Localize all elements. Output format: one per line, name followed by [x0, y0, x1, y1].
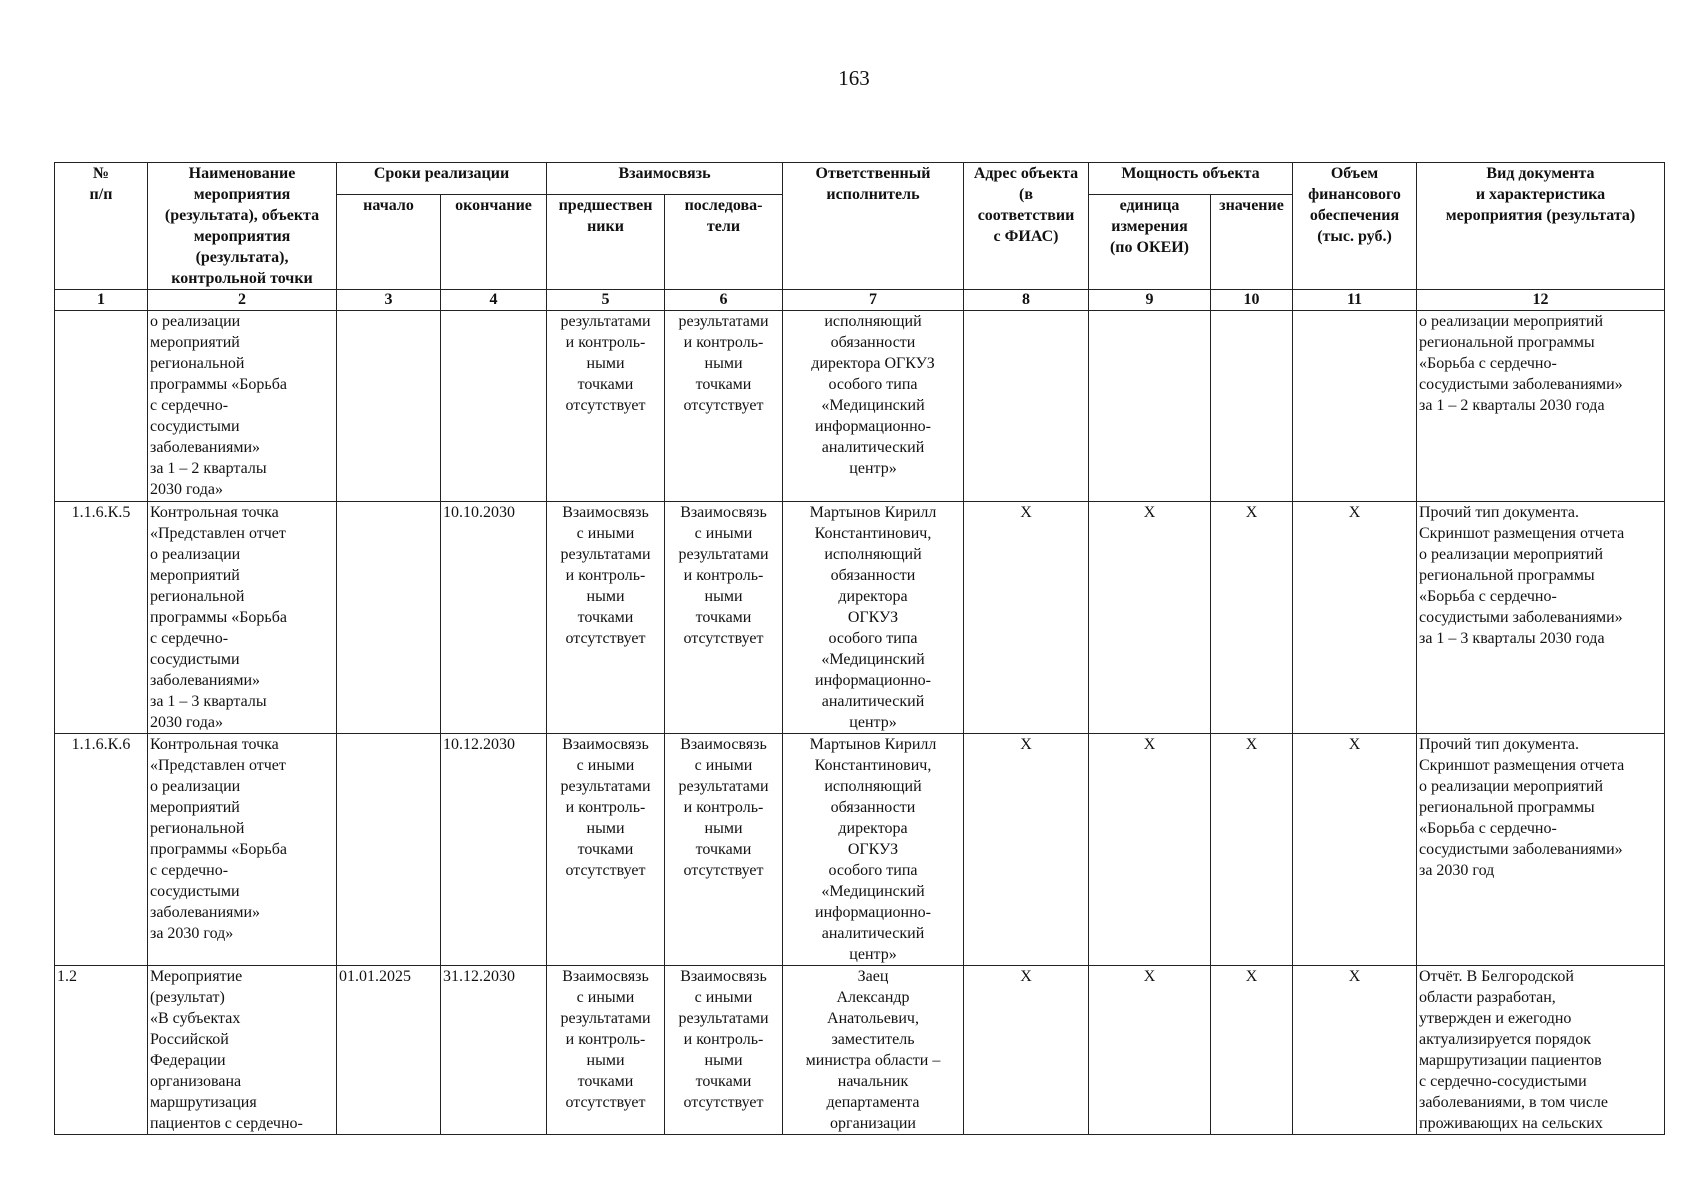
- column-number: 6: [665, 290, 783, 311]
- row-responsible: Мартынов Кирилл Константинович, исполняющий обязанности директора ОГКУЗ особого типа «Медицинский информационно- аналитический центр»: [783, 734, 964, 966]
- column-number: 10: [1211, 290, 1293, 311]
- row-value: X: [1211, 966, 1293, 1135]
- row-unit: [1089, 311, 1211, 502]
- row-start: [337, 311, 441, 502]
- column-number: 5: [547, 290, 665, 311]
- page-number: 163: [838, 66, 870, 90]
- row-finance: [1293, 311, 1417, 502]
- row-successors: Взаимосвязь с иными результатами и контроль- ными точками отсутствует: [665, 502, 783, 734]
- row-address: X: [964, 502, 1089, 734]
- row-doc-type: о реализации мероприятий региональной программы «Борьба с сердечно- сосудистыми заболеваниями» за 1 – 2 кварталы 2030 года: [1417, 311, 1665, 502]
- row-name: Мероприятие (результат) «В субъектах Российской Федерации организована маршрутизация пациентов с сердечно-: [148, 966, 337, 1135]
- row-predecessors: Взаимосвязь с иными результатами и контроль- ными точками отсутствует: [547, 966, 665, 1135]
- header-end: окончание: [441, 195, 547, 290]
- header-relations: Взаимосвязь: [547, 163, 783, 195]
- row-doc-type: Прочий тип документа. Скриншот размещения отчета о реализации мероприятий региональной программы «Борьба с сердечно- сосудистыми заболеваниями» за 2030 год: [1417, 734, 1665, 966]
- row-value: [1211, 311, 1293, 502]
- column-number: 1: [55, 290, 148, 311]
- table-row: [55, 734, 1665, 966]
- row-end: 31.12.2030: [441, 966, 547, 1135]
- row-predecessors: Взаимосвязь с иными результатами и контроль- ными точками отсутствует: [547, 734, 665, 966]
- header-finance: Объем финансового обеспечения (тыс. руб.): [1293, 163, 1417, 290]
- row-finance: X: [1293, 734, 1417, 966]
- column-number: 2: [148, 290, 337, 311]
- row-unit: X: [1089, 502, 1211, 734]
- header-terms: Сроки реализации: [337, 163, 547, 195]
- row-predecessors: результатами и контроль- ными точками отсутствует: [547, 311, 665, 502]
- row-address: X: [964, 734, 1089, 966]
- row-unit: X: [1089, 734, 1211, 966]
- row-start: [337, 734, 441, 966]
- row-name: Контрольная точка «Представлен отчет о реализации мероприятий региональной программы «Борьба с сердечно- сосудистыми заболеваниями» за 2030 год»: [148, 734, 337, 966]
- plan-table: [54, 162, 1665, 1135]
- row-num: [55, 311, 148, 502]
- row-doc-type: Отчёт. В Белгородской области разработан, утвержден и ежегодно актуализируется порядок маршрутизации пациентов с сердечно-сосудистыми заболеваниями, в том числе проживающих на сельских: [1417, 966, 1665, 1135]
- row-end: 10.10.2030: [441, 502, 547, 734]
- column-number: 11: [1293, 290, 1417, 311]
- header-doc-type: Вид документа и характеристика мероприятия (результата): [1417, 163, 1665, 290]
- header-successors: последова- тели: [665, 195, 783, 290]
- row-value: X: [1211, 734, 1293, 966]
- header-name: Наименование мероприятия (результата), объекта мероприятия (результата), контрольной точки: [148, 163, 337, 290]
- row-end: 10.12.2030: [441, 734, 547, 966]
- header-num: № п/п: [55, 163, 148, 290]
- row-num: 1.1.6.К.5: [55, 502, 148, 734]
- row-value: X: [1211, 502, 1293, 734]
- row-name: о реализации мероприятий региональной программы «Борьба с сердечно- сосудистыми заболеваниями» за 1 – 2 кварталы 2030 года»: [148, 311, 337, 502]
- column-number: 12: [1417, 290, 1665, 311]
- column-number-row: [55, 290, 1665, 311]
- row-successors: Взаимосвязь с иными результатами и контроль- ными точками отсутствует: [665, 966, 783, 1135]
- header-value: значение: [1211, 195, 1293, 290]
- header-capacity: Мощность объекта: [1089, 163, 1293, 195]
- row-finance: X: [1293, 502, 1417, 734]
- row-num: 1.1.6.К.6: [55, 734, 148, 966]
- column-number: 3: [337, 290, 441, 311]
- row-end: [441, 311, 547, 502]
- header-responsible: Ответственный исполнитель: [783, 163, 964, 290]
- column-number: 7: [783, 290, 964, 311]
- column-number: 9: [1089, 290, 1211, 311]
- row-num: 1.2: [55, 966, 148, 1135]
- table-row: [55, 311, 1665, 502]
- row-predecessors: Взаимосвязь с иными результатами и контроль- ными точками отсутствует: [547, 502, 665, 734]
- row-address: X: [964, 966, 1089, 1135]
- row-start: 01.01.2025: [337, 966, 441, 1135]
- table-row: [55, 502, 1665, 734]
- column-number: 8: [964, 290, 1089, 311]
- column-number: 4: [441, 290, 547, 311]
- row-unit: X: [1089, 966, 1211, 1135]
- row-successors: Взаимосвязь с иными результатами и контроль- ными точками отсутствует: [665, 734, 783, 966]
- row-doc-type: Прочий тип документа. Скриншот размещения отчета о реализации мероприятий региональной программы «Борьба с сердечно- сосудистыми заболеваниями» за 1 – 3 кварталы 2030 года: [1417, 502, 1665, 734]
- header-address: Адрес объекта (в соответствии с ФИАС): [964, 163, 1089, 290]
- header-predecessors: предшествен ники: [547, 195, 665, 290]
- row-finance: X: [1293, 966, 1417, 1135]
- row-name: Контрольная точка «Представлен отчет о реализации мероприятий региональной программы «Борьба с сердечно- сосудистыми заболеваниями» за 1 – 3 кварталы 2030 года»: [148, 502, 337, 734]
- table-row: [55, 966, 1665, 1135]
- header-row-1: [55, 163, 1665, 195]
- row-responsible: исполняющий обязанности директора ОГКУЗ особого типа «Медицинский информационно- аналитический центр»: [783, 311, 964, 502]
- row-responsible: Заец Александр Анатольевич, заместитель министра области – начальник департамента организации: [783, 966, 964, 1135]
- header-start: начало: [337, 195, 441, 290]
- row-start: [337, 502, 441, 734]
- row-address: [964, 311, 1089, 502]
- row-successors: результатами и контроль- ными точками отсутствует: [665, 311, 783, 502]
- row-responsible: Мартынов Кирилл Константинович, исполняющий обязанности директора ОГКУЗ особого типа «Медицинский информационно- аналитический центр»: [783, 502, 964, 734]
- header-unit: единица измерения (по ОКЕИ): [1089, 195, 1211, 290]
